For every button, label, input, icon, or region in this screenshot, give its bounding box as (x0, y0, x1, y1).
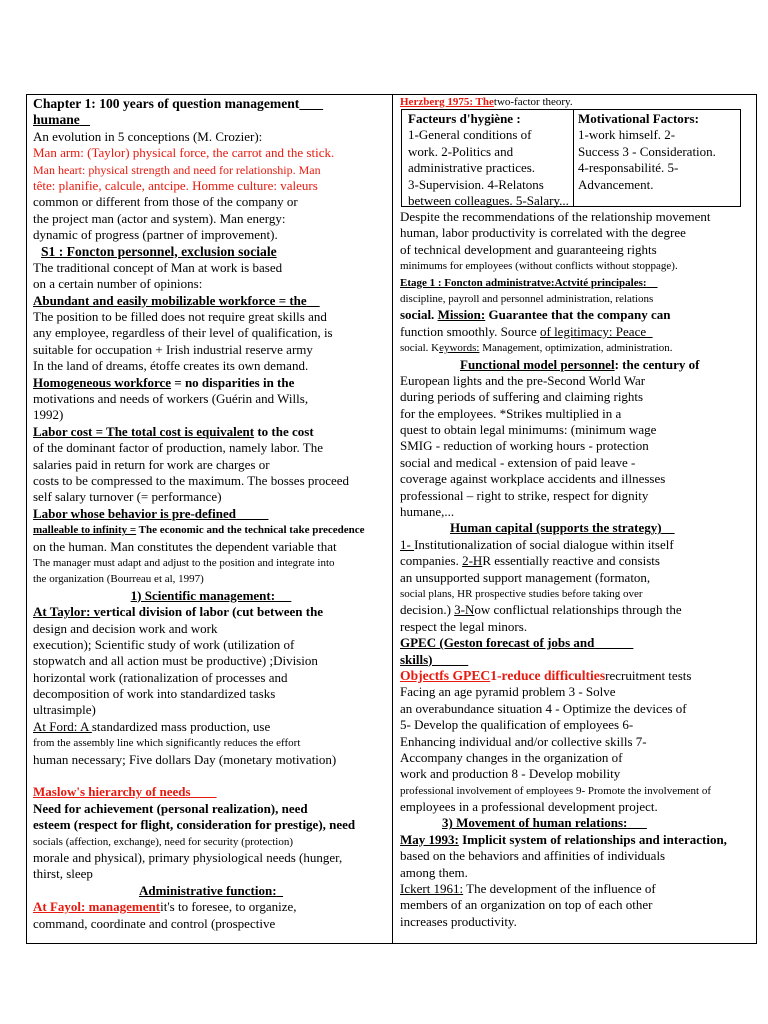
section-heading: S1 : Foncton personnel, exclusion sociale (41, 243, 277, 259)
section-heading: Administrative function: (138, 882, 277, 898)
subheading: Labor whose behavior is pre-defined (33, 505, 236, 521)
text-line: coverage against workplace accidents and illnesses (400, 471, 666, 487)
motivational-factors-cell (578, 111, 740, 193)
text-line: increases productivity. (400, 913, 517, 929)
text-line: social plans, HR prospective studies before taking over (400, 587, 643, 600)
section-heading: 1) Scientific management: (130, 587, 276, 603)
text-line: An evolution in 5 conceptions (M. Crozier): (33, 128, 263, 144)
text-line: function smoothly. Source of legitimacy: Peace (400, 323, 647, 339)
text-line: members of an organization on top of each other (400, 897, 653, 913)
hygiene-item: work. 2-Politics and (408, 143, 514, 159)
hygiene-factors-cell (408, 111, 572, 209)
text-line: an unsupported support management (formaton, (400, 569, 651, 585)
motivational-item: Advancement. (578, 176, 654, 192)
left-column (33, 96, 389, 932)
text-line: professional – right to strike, respect for dignity (400, 487, 649, 503)
text-line: the project man (actor and system). Man energy: (33, 210, 286, 226)
subheading: Labor cost = The total cost is equivalent to the cost (33, 423, 314, 439)
text-line: respect the legal minors. (400, 618, 528, 634)
text-line: Man heart: physical strength and need for relationship. Man (33, 162, 321, 177)
subheading: Homogeneous workforce = no disparities in the (33, 374, 295, 390)
text-line: from the assembly line which significantly reduces the effort (33, 737, 301, 750)
text-line: costs to be compressed to the maximum. The bosses proceed (33, 472, 350, 488)
text-line: At Fayol: managementit's to foresee, to organize, (33, 899, 297, 915)
text-line: discipline, payroll and personnel administration, relations (400, 292, 654, 305)
text-line: Facing an age pyramid problem 3 - Solve (400, 684, 616, 700)
hygiene-item: 1-General conditions of (408, 127, 532, 143)
text-line: tête: planifie, calcule, antcipe. Homme culture: valeurs (33, 177, 318, 193)
text-line: humane,... (400, 504, 455, 520)
text-line: SMIG - reduction of working hours - protection (400, 438, 649, 454)
text-line: on a certain number of opinions: (33, 276, 203, 292)
text-line: 1992) (33, 407, 64, 423)
text-line: ultrasimple) (33, 702, 96, 718)
subheading: Abundant and easily mobilizable workforce = the (33, 292, 307, 308)
text-line: quest to obtain legal minimums: (minimum wage (400, 422, 657, 438)
hygiene-item: 3-Supervision. 4-Relatons (408, 176, 544, 192)
text-line: At Ford: A standardized mass production, use (33, 718, 271, 734)
text-line: socials (affection, exchange), need for security (protection) (33, 835, 294, 848)
section-heading: Maslow's hierarchy of needs (33, 784, 191, 800)
text-line: stopwatch and all action must be productive) ;Division (33, 653, 318, 669)
chapter-title-cont: humane (33, 112, 80, 128)
text-line: Need for achievement (personal realization), need (33, 800, 308, 816)
text-line: salaries paid in return for work are charges or (33, 456, 270, 472)
table-divider (573, 110, 574, 206)
chapter-title: Chapter 1: 100 years of question management (33, 96, 300, 111)
text-line: for the employees. *Strikes multiplied in a (400, 405, 622, 421)
text-line: In the land of dreams, étoffe creates its own demand. (33, 358, 309, 374)
text-line: based on the behaviors and affinities of individuals (400, 848, 666, 864)
text-line: self salary turnover (= performance) (33, 489, 222, 505)
text-line: 5- Develop the qualification of employees 6- (400, 717, 634, 733)
text-line: human necessary; Five dollars Day (monetary motivation) (33, 751, 337, 767)
text-line: an overabundance situation 4 - Optimize the devices of (400, 700, 687, 716)
text-line: employees in a professional development project. (400, 799, 658, 815)
text-line: Herzberg 1975: Thetwo-factor theory. (400, 96, 573, 108)
motivational-item: Success 3 - Consideration. (578, 143, 716, 159)
text-line: execution); Scientific study of work (utilization of (33, 636, 295, 652)
motivational-item: 1-work himself. 2- (578, 127, 676, 143)
text-line: Accompany changes in the organization of (400, 749, 623, 765)
text-line: work and production 8 - Develop mobility (400, 766, 621, 782)
column-divider (392, 94, 393, 944)
text-line: of technical development and guaranteeing rights (400, 241, 657, 257)
text-line: social and medical - extension of paid leave - (400, 454, 636, 470)
text-line: of the dominant factor of production, namely labor. The (33, 440, 324, 456)
herzberg-factors-table (401, 109, 741, 207)
text-line: malleable to infinity = The economic and the technical take precedence (33, 524, 365, 537)
text-line: common or different from those of the company or (33, 194, 298, 210)
text-line: professional involvement of employees 9- Promote the involvement of (400, 784, 711, 797)
text-line: command, coordinate and control (prospective (33, 915, 276, 931)
subheading: GPEC (Geston forecast of jobs and (400, 635, 595, 651)
text-line: morale and physical), primary physiological needs (hunger, (33, 849, 343, 865)
hygiene-title: Facteurs d'hygiène : (408, 111, 521, 126)
section-heading: Human capital (supports the strategy) (450, 520, 662, 536)
text-line: The manager must adapt and adjust to the position and integrate into (33, 556, 335, 569)
text-line: May 1993: Implicit system of relationships and interaction, (400, 831, 727, 847)
section-heading: 3) Movement of human relations: (442, 815, 628, 831)
text-line: on the human. Man constitutes the dependent variable that (33, 538, 337, 554)
text-line: motivations and needs of workers (Guérin and Wills, (33, 391, 309, 407)
text-line: design and decision work and work (33, 620, 218, 636)
text-line: Ickert 1961: The development of the influence of (400, 881, 656, 897)
text-line: 1- Institutionalization of social dialogue within itself (400, 536, 674, 552)
text-line: the organization (Bourreau et al, 1997) (33, 573, 204, 586)
text-line: The traditional concept of Man at work is based (33, 259, 283, 275)
text-line: The position to be filled does not require great skills and (33, 309, 327, 325)
text-line: Objectfs GPEC1-reduce difficultiesrecruitment tests (400, 667, 692, 683)
text-line: At Taylor: vertical division of labor (cut between the (33, 604, 324, 620)
text-line: esteem (respect for flight, consideration for prestige), need (33, 817, 356, 833)
text-line: suitable for occupation + Irish industrial reserve army (33, 341, 313, 357)
text-line: social. Keywords: Management, optimization, administration. (400, 342, 673, 355)
spacer (33, 768, 389, 784)
right-column (400, 96, 756, 930)
subheading: Etage 1 : Foncton administratve:Actvité principales: (400, 276, 647, 289)
text-line: decision.) 3-Now conflictual relationships through the (400, 602, 682, 618)
text-line: human, labor productivity is correlated with the degree (400, 225, 686, 241)
text-line: dynamic of progress (partner of improvement). (33, 227, 278, 243)
hygiene-item: administrative practices. (408, 160, 536, 176)
text-line: European lights and the pre-Second World War (400, 372, 646, 388)
text-line: Enhancing individual and/or collective skills 7- (400, 733, 647, 749)
text-line: companies. 2-HR essentially reactive and consists (400, 553, 660, 569)
text-line: horizontal work (rationalization of processes and (33, 669, 288, 685)
text-line: among them. (400, 864, 468, 880)
text-line: during periods of suffering and claiming rights (400, 389, 644, 405)
subheading: skills) (400, 651, 433, 667)
text-line: minimums for employees (without conflicts without stoppage). (400, 260, 678, 273)
text-line: social. Mission: Guarantee that the company can (400, 307, 671, 323)
motivational-title: Motivational Factors: (578, 111, 699, 126)
hygiene-item: between colleagues. 5-Salary... (408, 192, 569, 208)
subheading: Functional model personnel: the century of (460, 356, 700, 372)
text-line: Man arm: (Taylor) physical force, the carrot and the stick. (33, 145, 335, 161)
text-line: Despite the recommendations of the relationship movement (400, 209, 711, 224)
text-line: any employee, regardless of their level of qualification, is (33, 325, 333, 341)
motivational-item: 4-responsabilité. 5- (578, 160, 679, 176)
text-line: decomposition of work into standardized tasks (33, 686, 276, 702)
text-line: thirst, sleep (33, 866, 93, 882)
